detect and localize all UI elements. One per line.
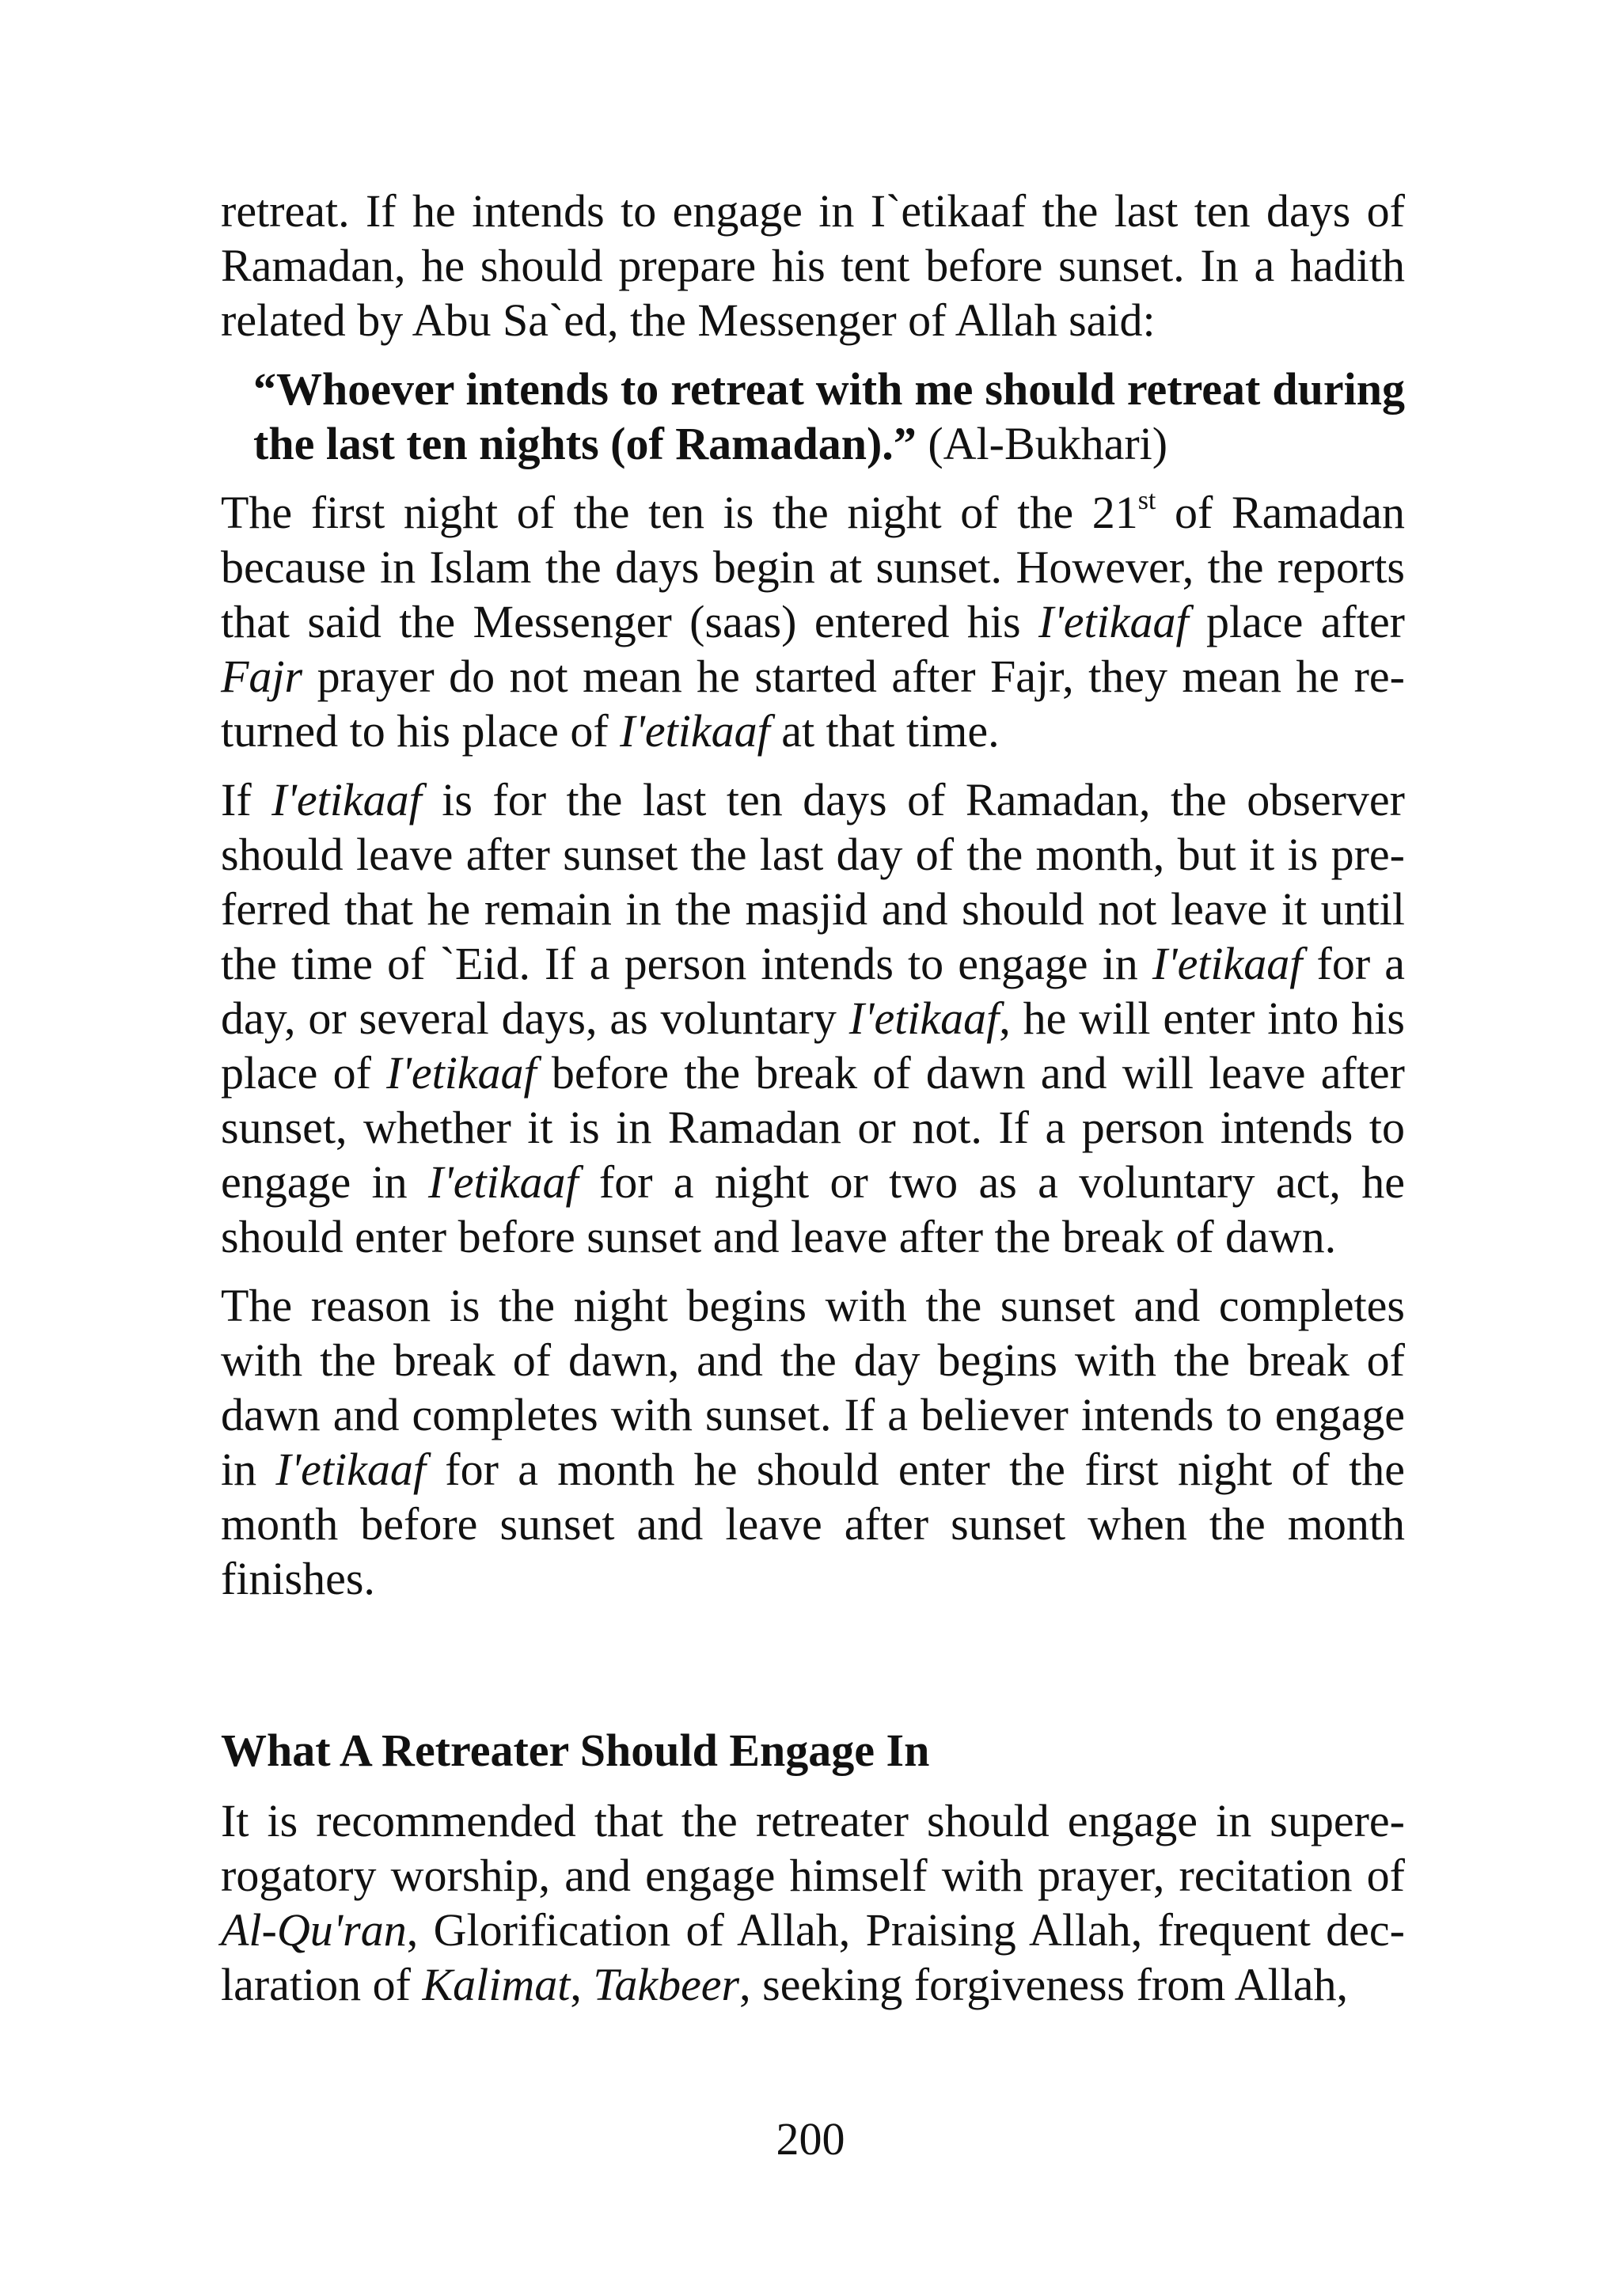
italic-term: I'etikaaf [1152,938,1303,989]
hadith-quote-text: “Whoever intends to retreat with me should retreat during the last ten nights (of Ramadan).” [253,363,1405,469]
italic-term: I'etikaaf [848,992,1000,1044]
paragraph-retreat-tent [221,184,1405,347]
text-run: for a night or two as a voluntary act, he should enter before sunset and leave after the break of dawn. [221,1156,1406,1262]
text-run: It is recommended that the retreater should engage in supererogatory worship, and engage himself with prayer, recitation of [221,1795,1405,1901]
italic-term: Al-Qu'ran [221,1904,407,1956]
text-run: , Glorification of Allah, Praising Allah, frequent declaration of [221,1904,1405,2010]
text-run: place after [1188,596,1405,647]
italic-term: Fajr [221,651,303,702]
page-body [221,184,1405,2026]
paragraph-night-reason [221,1278,1405,1606]
text-run: The reason is the night begins with the sunset and completes with the break of dawn, and the day begins with the break of dawn and completes with sunset. If a believer intends to engage in [221,1280,1405,1495]
text-run: , he will enter into his place of [221,992,1406,1099]
paragraph-last-ten-days [221,772,1405,1264]
italic-term: I'etikaaf [428,1156,579,1208]
text-run: , seeking forgiveness from Allah, [739,1959,1349,2010]
text-run: before the break of dawn and will leave after sunset, whether it is in Ramadan or not. If a person intends to engage in [221,1047,1405,1208]
paragraph-text: retreat. If he intends to engage in I`etikaaf the last ten days of Ramadan, he should prepare his tent before sunset. In a hadith related by Abu Sa`ed, the Messenger of Allah said: [221,185,1405,346]
italic-term: I'etikaaf [275,1444,426,1495]
text-run: If [221,774,272,825]
text-run: The first night of the ten is the night of the 21 [221,487,1138,538]
ordinal-suffix: st [1137,486,1156,515]
text-run: at that time. [769,705,1000,757]
hadith-source: (Al-Bukhari) [916,418,1168,469]
text-run: , [570,1959,594,2010]
paragraph-first-night [221,485,1405,758]
section-heading: What A Retreater Should Engage In [221,1725,930,1776]
italic-term: I'etikaaf [1038,596,1189,647]
text-run: of Ramadan because in Islam the days begin at sunset. However, the reports that said the Messenger (saas) entered his [221,487,1405,647]
text-run: prayer do not mean he started after Fajr, they mean he returned to his place of [221,651,1405,757]
text-run: for a month he should enter the first night of the month before sunset and leave after sunset when the month finishes. [221,1444,1405,1604]
italic-term: I'etikaaf [271,774,422,825]
italic-term: I'etikaaf [386,1047,537,1099]
italic-term: Kalimat [422,1959,571,2010]
hadith-quote [253,362,1405,471]
text-run: for a day, or several days, as voluntary [221,938,1405,1044]
italic-term: Takbeer [593,1959,740,2010]
italic-term: I'etikaaf [620,705,770,757]
paragraph-recommended-worship [221,1793,1405,2012]
text-run: is for the last ten days of Ramadan, the observer should leave after sunset the last day of the month, but it is preferred that he remain in the masjid and should not leave it until the time of `Eid. If a person intends to engage in [221,774,1405,989]
page-number: 200 [776,2113,845,2165]
